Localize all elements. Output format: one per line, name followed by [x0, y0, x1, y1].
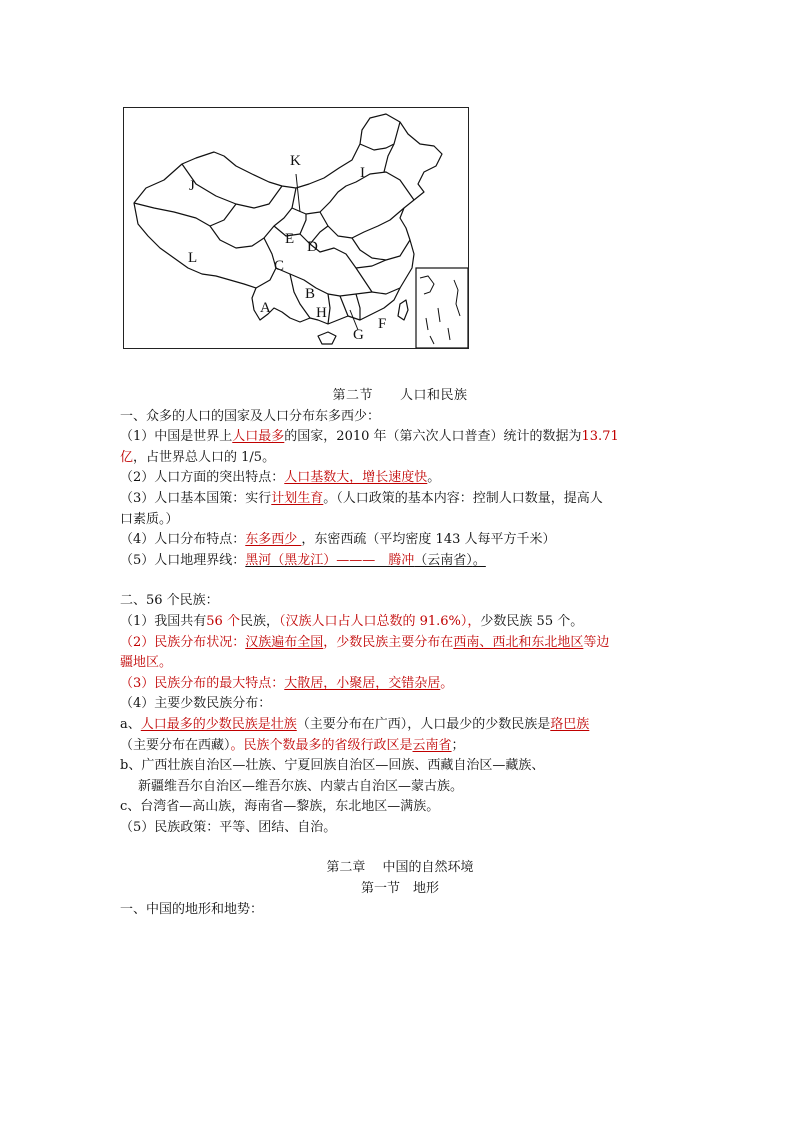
paragraph-ethnic-a: a、人口最多的少数民族是壮族（主要分布在广西），人口最少的少数民族是珞巴族 （主要分布在西藏）。民族个数最多的省级行政区是云南省； — [120, 716, 590, 753]
document-body — [120, 386, 680, 920]
paragraph-population-2: （2）人口方面的突出特点：人口基数大，增长速度快。 — [120, 470, 441, 486]
map-label-k: K — [290, 153, 301, 169]
map-label-j: J — [189, 178, 195, 194]
section-title: 第二节 人口和民族 — [332, 388, 468, 403]
chapter-title: 第二章 中国的自然环境 — [326, 860, 474, 876]
paragraph-population-5: （5）人口地理界线：黑河（黑龙江）——— 腾冲（云南省）。 — [120, 552, 486, 568]
paragraph-ethnic-c: c、台湾省—高山族，海南省—黎族，东北地区—满族。 — [120, 799, 440, 815]
map-label-b: B — [305, 286, 316, 302]
chapter-subtitle: 第一节 地形 — [360, 881, 439, 897]
paragraph-population-3: （3）人口基本国策：实行计划生育。（人口政策的基本内容：控制人口数量，提高人 口素质。） — [120, 490, 603, 527]
map-label-d: D — [307, 239, 318, 255]
heading-population: 一、众多的人口的国家及人口分布东多西少： — [120, 408, 381, 424]
heading-terrain: 一、中国的地形和地势： — [120, 901, 264, 917]
paragraph-ethnic-b2: 新疆维吾尔自治区—维吾尔族、内蒙古自治区—蒙古族。 — [138, 778, 464, 794]
paragraph-population-1: （1）中国是世界上人口最多的国家，2010 年（第六次人口普查）统计的数据为13.71 亿，占世界总人口的 1/5。 — [120, 429, 619, 465]
china-map-outline — [124, 108, 468, 348]
map-label-c: C — [274, 258, 285, 274]
paragraph-ethnic-4: （4）主要少数民族分布： — [120, 696, 272, 712]
paragraph-ethnic-5: （5）民族政策：平等、团结、自治。 — [120, 819, 337, 835]
china-map — [123, 107, 469, 349]
map-label-f: F — [378, 316, 387, 332]
map-label-h: H — [316, 305, 327, 321]
paragraph-ethnic-1: （1）我国共有56 个民族，（汉族人口占人口总数的 91.6%），少数民族 55 个。 — [120, 613, 584, 629]
paragraph-population-4: （4）人口分布特点：东多西少 ，东密西疏（平均密度 143 人每平方千米） — [120, 532, 556, 548]
map-label-l: L — [188, 250, 198, 266]
map-label-g: G — [353, 327, 364, 343]
map-label-i: I — [360, 165, 365, 181]
heading-ethnic: 二、56 个民族： — [120, 593, 219, 609]
map-label-e: E — [285, 231, 295, 247]
paragraph-ethnic-2: （2）民族分布状况：汉族遍布全国，少数民族主要分布在西南、西北和东北地区等边 疆地区。 — [120, 634, 610, 671]
map-label-a: A — [260, 300, 271, 316]
paragraph-ethnic-b1: b、广西壮族自治区—壮族、宁夏回族自治区—回族、西藏自治区—藏族、 — [120, 758, 545, 774]
paragraph-ethnic-3: （3）民族分布的最大特点：大散居，小聚居，交错杂居。 — [120, 675, 454, 691]
